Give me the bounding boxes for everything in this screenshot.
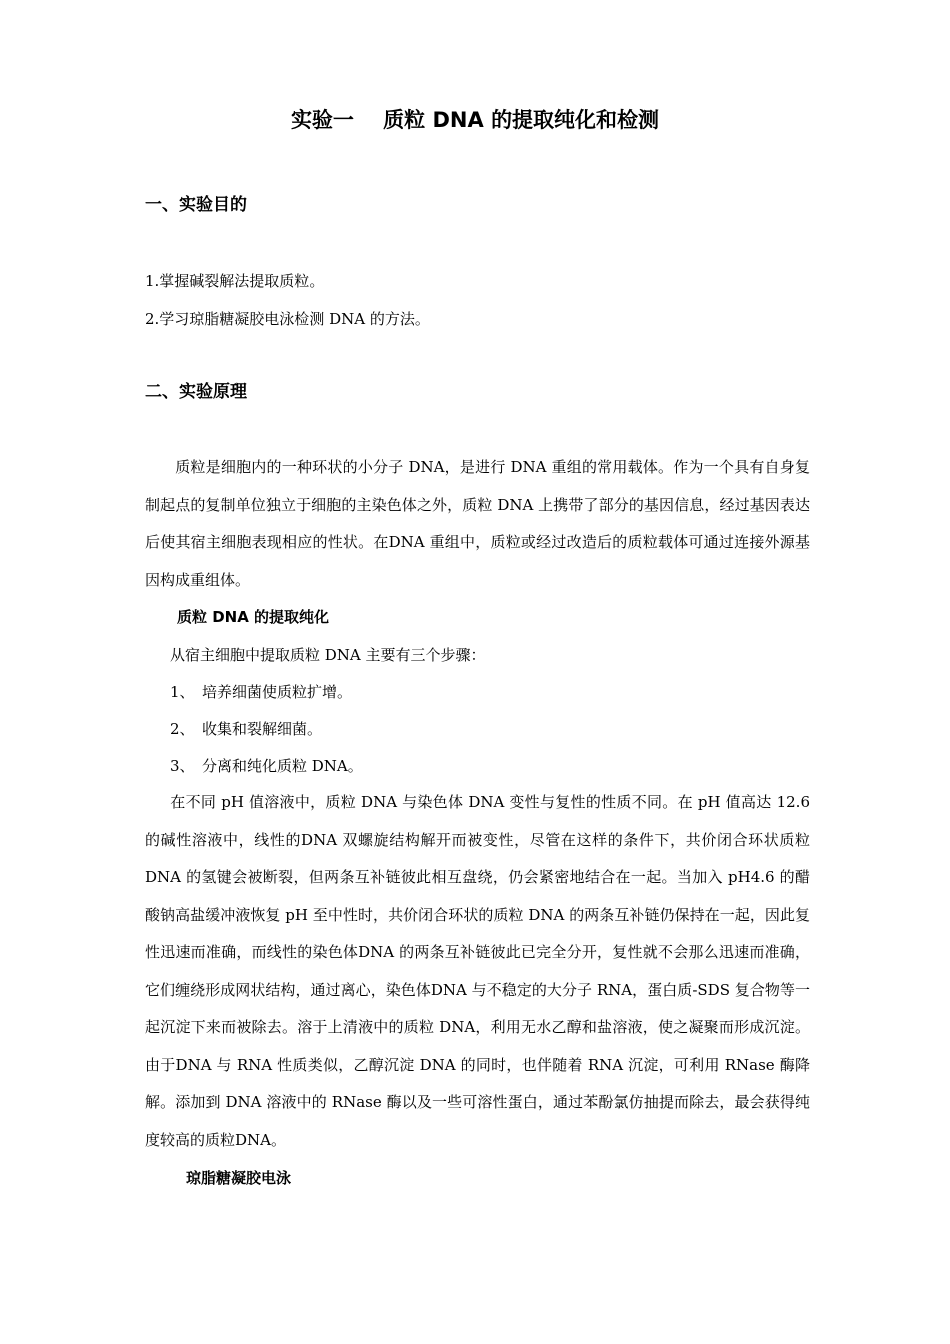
principle-intro-paragraph: [145, 449, 810, 599]
principle-body-paragraph: [145, 784, 810, 1159]
step-text: 收集和裂解细菌。: [202, 720, 323, 738]
step-number: 3、: [170, 757, 195, 775]
section-heading-purpose: 一、实验目的: [145, 195, 247, 215]
step-number: 1、: [170, 683, 195, 701]
step-item-2: [170, 716, 322, 742]
purpose-item-1: 1.掌握碱裂解法提取质粒。: [145, 272, 325, 290]
step-number: 2、: [170, 720, 195, 738]
purpose-item-2: 2.学习琼脂糖凝胶电泳检测 DNA 的方法。: [145, 310, 430, 328]
principle-intro-text: 质粒是细胞内的一种环状的小分子 DNA，是进行 DNA 重组的常用载体。作为一个具有自身复制起点的复制单位独立于细胞的主染色体之外，质粒 DNA 上携带了部分的基因信息，经过基因表达后使其宿主细胞表现相应的性状。在DNA 重组中，质粒或经过改造后的质粒载体可通过连接外源基因构成重组体。: [145, 458, 810, 589]
section-heading-principle: 二、实验原理: [145, 382, 247, 402]
steps-intro: 从宿主细胞中提取质粒 DNA 主要有三个步骤：: [170, 646, 486, 664]
step-item-1: [170, 679, 352, 705]
step-text: 分离和纯化质粒 DNA。: [202, 757, 363, 775]
subheading-plasmid-extraction: 质粒 DNA 的提取纯化: [177, 608, 330, 626]
document-title: 实验一 质粒 DNA 的提取纯化和检测: [290, 108, 660, 132]
step-item-3: [170, 753, 363, 779]
step-text: 培养细菌使质粒扩增。: [202, 683, 353, 701]
principle-body-text: 在不同 pH 值溶液中，质粒 DNA 与染色体 DNA 变性与复性的性质不同。在 pH 值高达 12.6 的碱性溶液中，线性的DNA 双螺旋结构解开而被变性，尽管在这样的条件下，共价闭合环状质粒 DNA 的氢键会被断裂，但两条互补链彼此相互盘绕，仍会紧密地结合在一起。当加入 pH4.6 的醋酸钠高盐缓冲液恢复 pH 至中性时，共价闭合环状的质粒 DNA 的两条互补链仍保持在一起，因此复性迅速而准确，而线性的染色体DNA 的两条互补链彼此已完全分开，复性就不会那么迅速而准确，它们缠绕形成网状结构，通过离心，染色体DNA 与不稳定的大分子 RNA，蛋白质-SDS 复合物等一起沉淀下来而被除去。溶于上清液中的质粒 DNA，利用无水乙醇和盐溶液，使之凝聚而形成沉淀。由于DNA 与 RNA 性质类似，乙醇沉淀 DNA 的同时，也伴随着 RNA 沉淀，可利用 RNase 酶降解。添加到 DNA 溶液中的 RNase 酶以及一些可溶性蛋白，通过苯酚氯仿抽提而除去，最会获得纯度较高的质粒DNA。: [145, 793, 810, 1149]
subheading-agarose-electrophoresis: 琼脂糖凝胶电泳: [186, 1169, 292, 1187]
